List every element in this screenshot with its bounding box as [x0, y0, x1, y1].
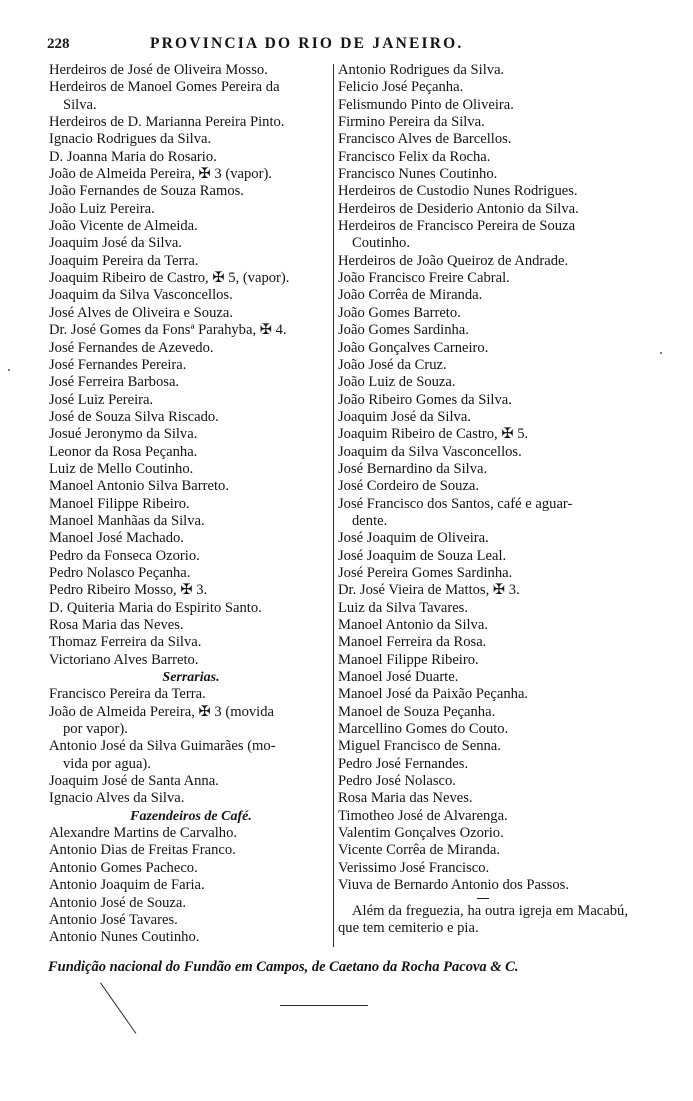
section-heading-serrarias: Serrarias.: [162, 670, 220, 686]
list-entry: José Fernandes Pereira.: [49, 356, 187, 373]
list-entry: Dr. José Vieira de Mattos, ✠ 3.: [338, 582, 520, 599]
list-entry: Miguel Francisco de Senna.: [338, 738, 501, 755]
list-entry: Valentim Gonçalves Ozorio.: [338, 825, 504, 842]
list-entry: João Luiz Pereira.: [49, 200, 155, 217]
list-entry: Manoel Ferreira da Rosa.: [338, 634, 487, 651]
list-entry: João Vicente de Almeida.: [49, 218, 198, 235]
list-entry: Herdeiros de Desiderio Antonio da Silva.: [338, 200, 579, 217]
list-entry: Rosa Maria das Neves.: [49, 617, 184, 633]
list-entry: Manoel Antonio Silva Barreto.: [49, 478, 229, 495]
list-entry: José Francisco dos Santos, café e aguar-: [338, 495, 573, 512]
list-entry: Joaquim José de Santa Anna.: [49, 773, 219, 790]
list-entry: Silva.: [63, 96, 97, 113]
list-entry: Antonio José de Souza.: [49, 894, 187, 911]
list-entry: Pedro José Fernandes.: [338, 755, 469, 772]
list-entry: Manoel José Machado.: [49, 530, 184, 547]
list-entry: D. Quiteria Maria do Espirito Santo.: [49, 599, 262, 616]
list-entry: José Luiz Pereira.: [49, 391, 154, 408]
list-entry: João de Almeida Pereira, ✠ 3 (movida: [49, 703, 274, 720]
left-entries-c: [49, 825, 333, 946]
list-entry: Marcellino Gomes do Couto.: [338, 721, 509, 738]
imprint-line: Fundição nacional do Fundão em Campos, de Caetano da Rocha Pacova & C.: [48, 959, 519, 975]
list-entry: João Fernandes de Souza Ramos.: [49, 183, 244, 200]
list-entry: Manoel Filippe Ribeiro.: [49, 495, 190, 512]
list-entry: Verissimo José Francisco.: [338, 859, 490, 876]
list-entry: Vicente Corrêa de Miranda.: [338, 842, 501, 859]
list-entry: João Gomes Sardinha.: [338, 322, 469, 339]
list-entry: Timotheo José de Alvarenga.: [338, 807, 508, 824]
list-entry: Herdeiros de Francisco Pereira de Souza: [338, 218, 576, 235]
note-dash: [477, 898, 489, 899]
list-entry: Herdeiros de João Queiroz de Andrade.: [338, 252, 569, 269]
list-entry: D. Joanna Maria do Rosario.: [49, 148, 217, 165]
column-rule: [333, 64, 334, 947]
list-entry: Luiz de Mello Coutinho.: [49, 460, 194, 477]
list-entry: Antonio Nunes Coutinho.: [49, 929, 200, 946]
list-entry: Joaquim da Silva Vasconcellos.: [49, 287, 233, 304]
list-entry: Francisco Pereira da Terra.: [49, 686, 206, 703]
list-entry: Joaquim José da Silva.: [338, 408, 471, 425]
list-entry: Rosa Maria das Neves.: [338, 790, 473, 807]
list-entry: João Francisco Freire Cabral.: [338, 270, 510, 287]
list-entry: Francisco Alves de Barcellos.: [338, 131, 512, 148]
page-number: 228: [47, 36, 70, 52]
list-entry: José Bernardino da Silva.: [338, 460, 488, 477]
section-heading-fazendeiros: Fazendeiros de Café.: [130, 808, 252, 824]
left-column: [49, 62, 333, 947]
list-entry: Joaquim Ribeiro de Castro, ✠ 5.: [338, 426, 529, 443]
list-entry: Pedro da Fonseca Ozorio.: [49, 547, 200, 564]
list-entry: Ignacio Alves da Silva.: [49, 790, 185, 807]
right-entries: [338, 62, 628, 895]
list-entry: Joaquim José da Silva.: [49, 235, 182, 252]
list-entry: José Cordeiro de Souza.: [338, 478, 480, 495]
list-entry: Manoel Antonio da Silva.: [338, 617, 488, 633]
list-entry: Antonio José da Silva Guimarães (mo-: [49, 738, 276, 755]
closing-note: Além da freguezia, ha outra igreja em Macabú, que tem cemiterio e pia.: [338, 902, 628, 936]
running-head: PROVINCIA DO RIO DE JANEIRO.: [150, 35, 464, 52]
list-entry: José Fernandes de Azevedo.: [49, 339, 214, 356]
list-entry: Viuva de Bernardo Antonio dos Passos.: [338, 877, 569, 894]
list-entry: Pedro José Nolasco.: [338, 773, 456, 790]
margin-speck: [660, 352, 662, 354]
list-entry: João Ribeiro Gomes da Silva.: [338, 391, 512, 408]
ink-stroke: [100, 982, 137, 1034]
list-entry: vida por agua).: [63, 755, 151, 772]
list-entry: Josué Jeronymo da Silva.: [49, 426, 198, 443]
list-entry: Victoriano Alves Barreto.: [49, 651, 199, 668]
list-entry: Herdeiros de José de Oliveira Mosso.: [49, 62, 268, 78]
list-entry: José Alves de Oliveira e Souza.: [49, 304, 233, 321]
left-entries-b: [49, 686, 333, 807]
list-entry: João de Almeida Pereira, ✠ 3 (vapor).: [49, 166, 272, 183]
list-entry: dente.: [352, 512, 388, 529]
list-entry: Dr. José Gomes da Fonsª Parahyba, ✠ 4.: [49, 322, 287, 339]
list-entry: João Luiz de Souza.: [338, 374, 456, 391]
list-entry: João Corrêa de Miranda.: [338, 287, 483, 304]
list-entry: Pedro Nolasco Peçanha.: [49, 564, 191, 581]
list-entry: Luiz da Silva Tavares.: [338, 599, 469, 616]
list-entry: José de Souza Silva Riscado.: [49, 408, 219, 425]
list-entry: Herdeiros de D. Marianna Pereira Pinto.: [49, 114, 285, 131]
list-entry: Joaquim Pereira da Terra.: [49, 252, 199, 269]
list-entry: Felicio José Peçanha.: [338, 79, 464, 96]
list-entry: Antonio Joaquim de Faria.: [49, 877, 205, 894]
list-entry: Herdeiros de Custodio Nunes Rodrigues.: [338, 183, 578, 200]
list-entry: Joaquim Ribeiro de Castro, ✠ 5, (vapor).: [49, 270, 290, 287]
list-entry: José Ferreira Barbosa.: [49, 374, 180, 391]
list-entry: Thomaz Ferreira da Silva.: [49, 634, 202, 651]
list-entry: Manoel José da Paixão Peçanha.: [338, 686, 529, 703]
list-entry: Herdeiros de Manoel Gomes Pereira da: [49, 79, 280, 96]
list-entry: Pedro Ribeiro Mosso, ✠ 3.: [49, 582, 208, 599]
list-entry: Coutinho.: [352, 235, 410, 252]
list-entry: Antonio José Tavares.: [49, 911, 178, 928]
list-entry: Manoel Manhãas da Silva.: [49, 512, 205, 529]
list-entry: Manoel de Souza Peçanha.: [338, 703, 496, 720]
list-entry: Antonio Dias de Freitas Franco.: [49, 842, 236, 859]
list-entry: Francisco Felix da Rocha.: [338, 148, 491, 165]
list-entry: José Pereira Gomes Sardinha.: [338, 564, 513, 581]
list-entry: Leonor da Rosa Peçanha.: [49, 443, 198, 460]
list-entry: Alexandre Martins de Carvalho.: [49, 825, 238, 842]
list-entry: João José da Cruz.: [338, 356, 447, 373]
list-entry: Joaquim da Silva Vasconcellos.: [338, 443, 522, 460]
margin-speck: [8, 369, 10, 371]
list-entry: Manoel Filippe Ribeiro.: [338, 651, 479, 668]
end-rule: [280, 1005, 368, 1006]
list-entry: Antonio Rodrigues da Silva.: [338, 62, 505, 78]
list-entry: João Gomes Barreto.: [338, 304, 461, 321]
list-entry: João Gonçalves Carneiro.: [338, 339, 489, 356]
list-entry: Firmino Pereira da Silva.: [338, 114, 485, 131]
list-entry: José Joaquim de Souza Leal.: [338, 547, 507, 564]
list-entry: Ignacio Rodrigues da Silva.: [49, 131, 212, 148]
right-column: [338, 62, 628, 937]
list-entry: Antonio Gomes Pacheco.: [49, 859, 198, 876]
list-entry: José Joaquim de Oliveira.: [338, 530, 489, 547]
list-entry: por vapor).: [63, 721, 128, 738]
list-entry: Francisco Nunes Coutinho.: [338, 166, 498, 183]
list-entry: Felismundo Pinto de Oliveira.: [338, 96, 514, 113]
list-entry: Manoel José Duarte.: [338, 669, 459, 686]
left-entries-a: [49, 62, 333, 669]
